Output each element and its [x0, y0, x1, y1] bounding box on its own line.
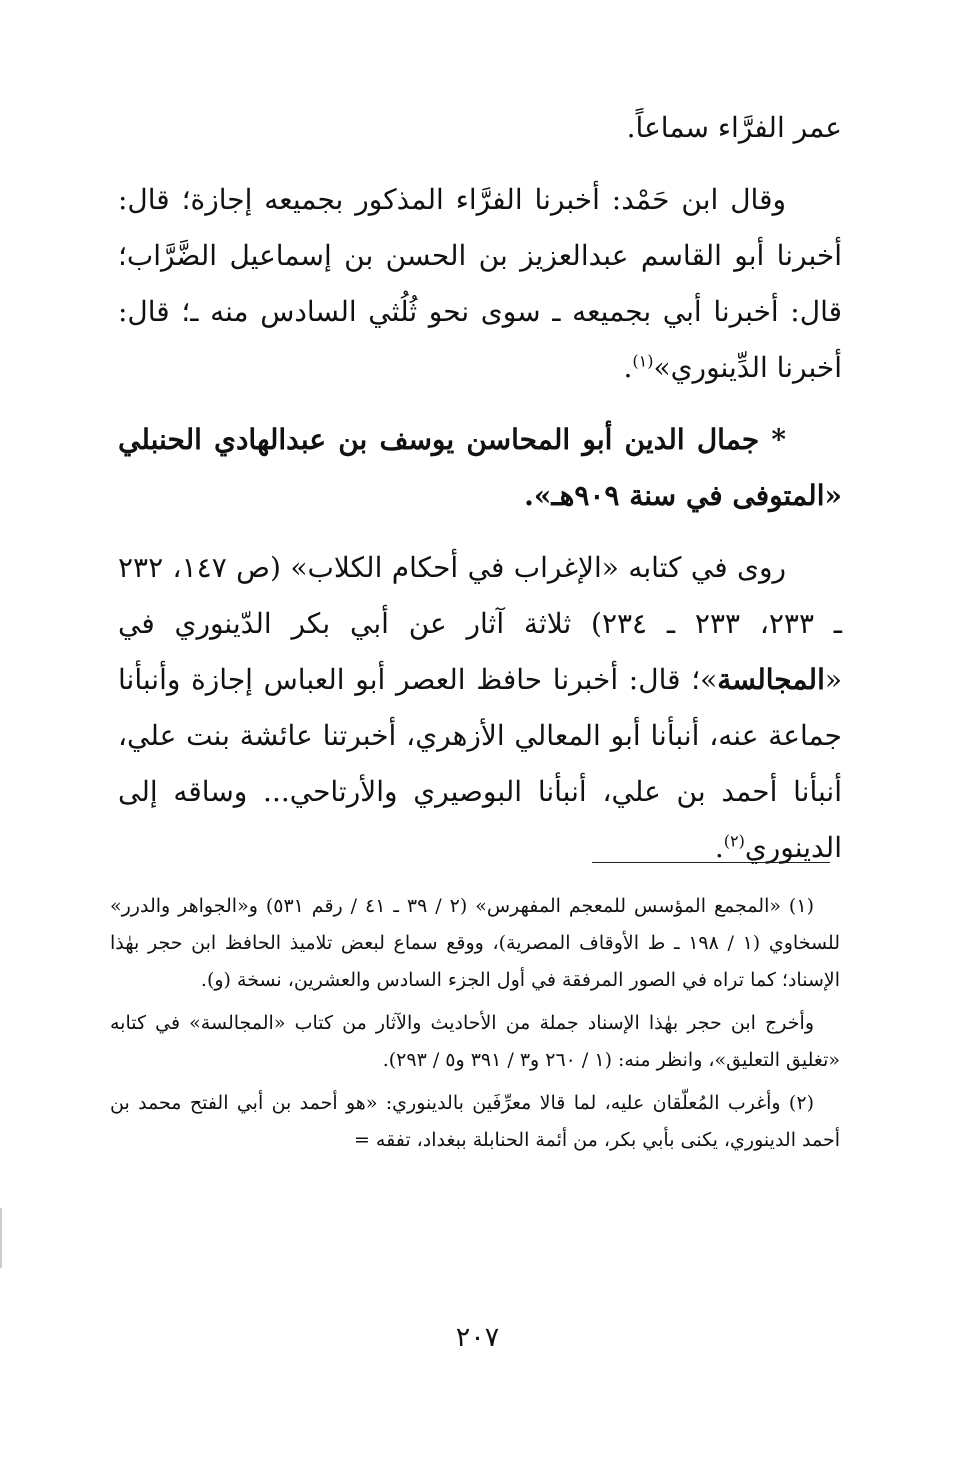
scan-edge-mark — [0, 1208, 2, 1268]
footnote-2: (٢) وأغرب المُعلّقان عليه، لما قالا معرِّفَين بالدينوري: «هو أحمد بن أبي الفتح محمد بن أحمد الدينوري، يكنى بأبي بكر، من أئمة الحنابلة ببغداد، تفقه = — [110, 1092, 840, 1151]
footnotes — [110, 888, 840, 1165]
paragraph-ighrab-text-start: روى في كتابه «الإغراب في أحكام الكلاب» (ص ١٤٧، ٢٣٢ ـ ٢٣٣، ٢٣٣ ـ ٢٣٤) ثلاثة آثار عن أبي بكر الدّينوري في « — [118, 551, 843, 696]
paragraph-continuation: عمر الفرَّاء سماعاً. — [626, 111, 842, 144]
bold-term-mujalasa: المجالسة — [717, 663, 825, 696]
period: . — [623, 351, 633, 384]
footnote-1: (١) «المجمع المؤسس للمعجم المفهرس» (٢ / ٣٩ ـ ٤١ / رقم ٥٣١) و«الجواهر والدرر» للسخاوي (١ / ١٩٨ ـ ط الأوقاف المصرية)، ووقع سماع لبعض تلاميذ الحافظ ابن حجر بهٰذا الإسناد؛ كما تراه في الصور المرفقة في أول الجزء السادس والعشرين، نسخة (و). — [110, 895, 840, 991]
period-2: . — [714, 831, 724, 864]
footnote-1-continued: وأخرج ابن حجر بهٰذا الإسناد جملة من الأحاديث والآثار من كتاب «المجالسة» في كتابه «تغليق التعليق»، وانظر منه: (١ / ٢٦٠ و٣ / ٣٩١ و٥ / ٢٩٣). — [110, 1012, 840, 1071]
page-number: ٢٠٧ — [455, 1322, 500, 1353]
paragraph-ighrab-text-end: »؛ قال: أخبرنا حافظ العصر أبو العباس إجازة وأنبأنا جماعة عنه، أنبأنا أبو المعالي الأزهري، أخبرتنا عائشة بنت علي، أنبأنا أحمد بن علي، أنبأنا البوصيري والأرتاحي... وساقه إلى الدينوري — [118, 663, 842, 864]
section-heading: * جمال الدين أبو المحاسن يوسف بن عبدالهادي الحنبلي «المتوفى في سنة ٩٠٩هـ». — [118, 423, 842, 512]
paragraph-ighrab — [118, 540, 842, 876]
main-text — [118, 100, 842, 876]
footnote-ref-2[interactable]: (٢) — [723, 831, 745, 851]
footnote-separator — [592, 862, 830, 863]
paragraph-ibn-hamd-text: وقال ابن حَمْد: أخبرنا الفرَّاء المذكور بجميعه إجازة؛ قال: أخبرنا أبو القاسم عبدالعزيز بن الحسن بن إسماعيل الضَّرَّاب؛ قال: أخبرنا أبي بجميعه ـ سوى نحو ثُلُثي السادس منه ـ؛ قال: أخبرنا الدِّينوري» — [118, 183, 842, 384]
paragraph-ibn-hamd — [118, 172, 842, 396]
footnote-ref-1[interactable]: (١) — [632, 351, 654, 371]
